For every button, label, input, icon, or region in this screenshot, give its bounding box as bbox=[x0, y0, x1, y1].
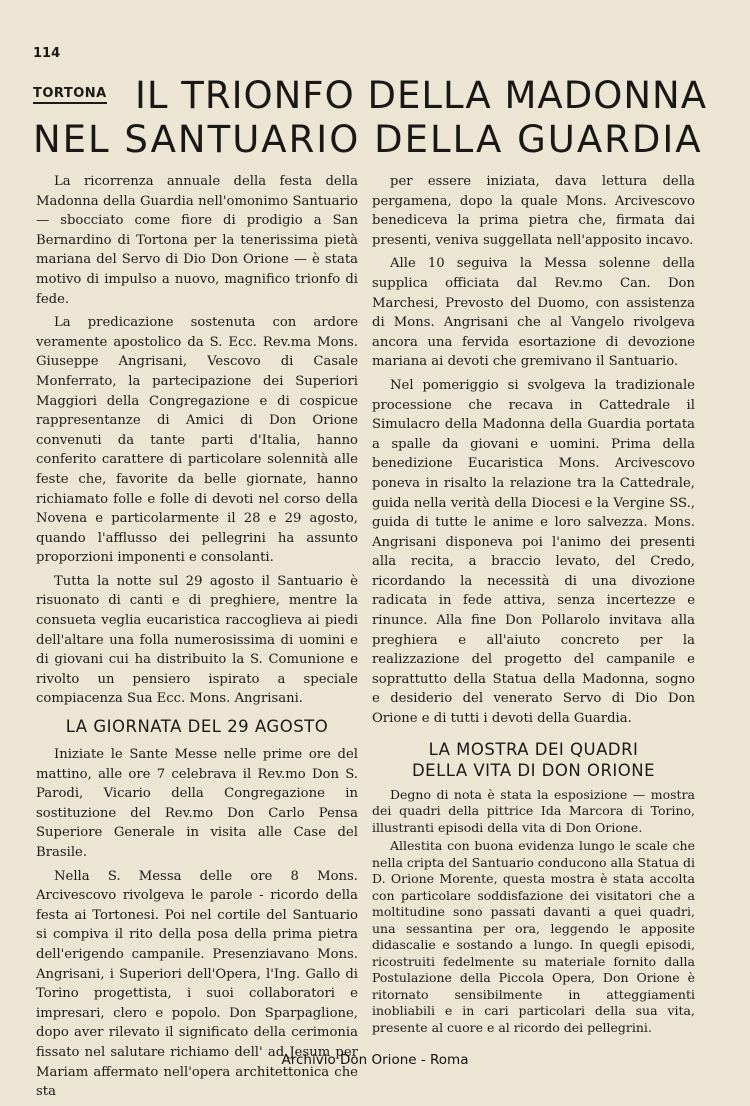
paragraph: Degno di nota è stata la esposizione — mostra dei quadri della pittrice Ida Marcora di Torino, illustranti episodi della vita di Don Orione. bbox=[372, 786, 695, 835]
subheading-mostra bbox=[372, 739, 695, 781]
subheading-giornata: LA GIORNATA DEL 29 AGOSTO bbox=[65, 717, 329, 737]
left-column bbox=[36, 172, 358, 1106]
paragraph: La predicazione sostenuta con ardore veramente apostolico da S. Ecc. Rev.ma Mons. Giuseppe Angrisani, Vescovo di Casale Monferrato, la partecipazione dei Superiori Maggiori della Congregazione e di cospicue rappresentanze di Amici di Don Orione convenuti da tante parti d'Italia, hanno conferito carattere di particolare solennità alle feste che, favorite da belle giornate, hanno richiamato folle e folle di devoti nel corso della Novena e particolarmente il 28 e 29 agosto, quando l'afflusso dei pellegrini ha assunto proporzioni imponenti e consolanti. bbox=[36, 315, 358, 566]
paragraph: per essere iniziata, dava lettura della pergamena, dopo la quale Mons. Arcivescovo benediceva la prima pietra che, firmata dai presenti, veniva suggellata nell'apposito incavo. bbox=[372, 174, 695, 248]
subheading-mostra-line-2: DELLA VITA DI DON ORIONE bbox=[411, 760, 656, 780]
section-label: TORTONA bbox=[33, 86, 107, 104]
archive-footer: Archivio Don Orione - Roma bbox=[281, 1052, 469, 1068]
paragraph: Nel pomeriggio si svolgeva la tradizionale processione che recava in Cattedrale il Simulacro della Madonna della Guardia portata a spalle da giovani e uomini. Prima della benedizione Eucaristica Mons. Arcivescovo poneva in risalto la relazione tra la Cattedrale, guida nella verità della Diocesi e la Vergine SS., guida di tutte le anime e loro salvezza. Mons. Angrisani disponeva poi l'animo dei presenti alla recita, a braccio levato, del Credo, ricordando la necessità di una divozione radicata in fede attiva, senza incertezze e rinunce. Alla fine Don Pollarolo invitava alla preghiera e all'aiuto concreto per la realizzazione del progetto del campanile e soprattutto della Statua della Madonna, sogno e desiderio del venerato Servo di Dio Don Orione e di tutti i devoti della Guardia. bbox=[372, 377, 695, 727]
paragraph: La ricorrenza annuale della festa della Madonna della Guardia nell'omonimo Santuario — sbocciato come fiore di prodigio a San Bernardino di Tortona per la tenerissima pietà mariana del Servo di Dio Don Orione — è stata motivo di impulso a nuovo, magnifico trionfo di fede. bbox=[36, 174, 358, 307]
paragraph: Tutta la notte sul 29 agosto il Santuario è risuonato di canti e di preghiere, mentre la consueta veglia eucaristica raccoglieva ai piedi dell'altare una folla numerosissima di uomini e di giovani cui ha distribuito la S. Comunione e rivolto un pensiero ispirato a speciale compiacenza Sua Ecc. Mons. Angrisani. bbox=[36, 573, 358, 707]
title-line-2: NEL SANTUARIO DELLA GUARDIA bbox=[33, 118, 703, 161]
mostra-section bbox=[372, 787, 695, 1037]
right-column bbox=[372, 172, 695, 1038]
paragraph: Iniziate le Sante Messe nelle prime ore del mattino, alle ore 7 celebrava il Rev.mo Don S. Parodi, Vicario della Congregazione in sostituzione del Rev.mo Don Carlo Pensa Superiore Generale in visita alle Case del Brasile. bbox=[36, 747, 358, 860]
page-number: 114 bbox=[33, 46, 61, 61]
paragraph: Allestita con buona evidenza lungo le scale che nella cripta del Santuario conducono alla Statua di D. Orione Morente, questa mostra è stata accolta con particolare soddisfazione dei visitatori che a moltitudine sono passati davanti a quei quadri, una sessantina per ora, leggendo le apposite didascalie e sostando a lungo. In quegli episodi, ricostruiti fedelmente su materiale fornito dalla Postulazione della Piccola Opera, Don Orione è ritornato sensibilmente in atteggiamenti inobliabili e in cari particolari della sua vita, presente al cuore e al ricordo dei pellegrini. bbox=[372, 838, 695, 1035]
title-line-1: IL TRIONFO DELLA MADONNA bbox=[135, 74, 708, 117]
paragraph: Nella S. Messa delle ore 8 Mons. Arcivescovo rivolgeva le parole - ricordo della festa ai Tortonesi. Poi nel cortile del Santuario si compiva il rito della posa della prima pietra dell'erigendo campanile. Presenziavano Mons. Angrisani, i Superiori dell'Opera, l'Ing. Gallo di Torino progettista, i suoi collaboratori e impresari, clero e popolo. Don Sparpaglione, dopo aver rilevato il significato della cerimonia fissato nel salutare richiamo dell' ad Jesum per Mariam affermato nell'opera architettonica che sta bbox=[36, 868, 358, 1100]
subheading-mostra-line-1: LA MOSTRA DEI QUADRI bbox=[428, 739, 639, 759]
paragraph: Alle 10 seguiva la Messa solenne della supplica officiata dal Rev.mo Can. Don Marchesi, Prevosto del Duomo, con assistenza di Mons. Angrisani che al Vangelo rivolgeva ancora una fervida esortazione di devozione mariana ai devoti che gremivano il Santuario. bbox=[372, 256, 695, 370]
